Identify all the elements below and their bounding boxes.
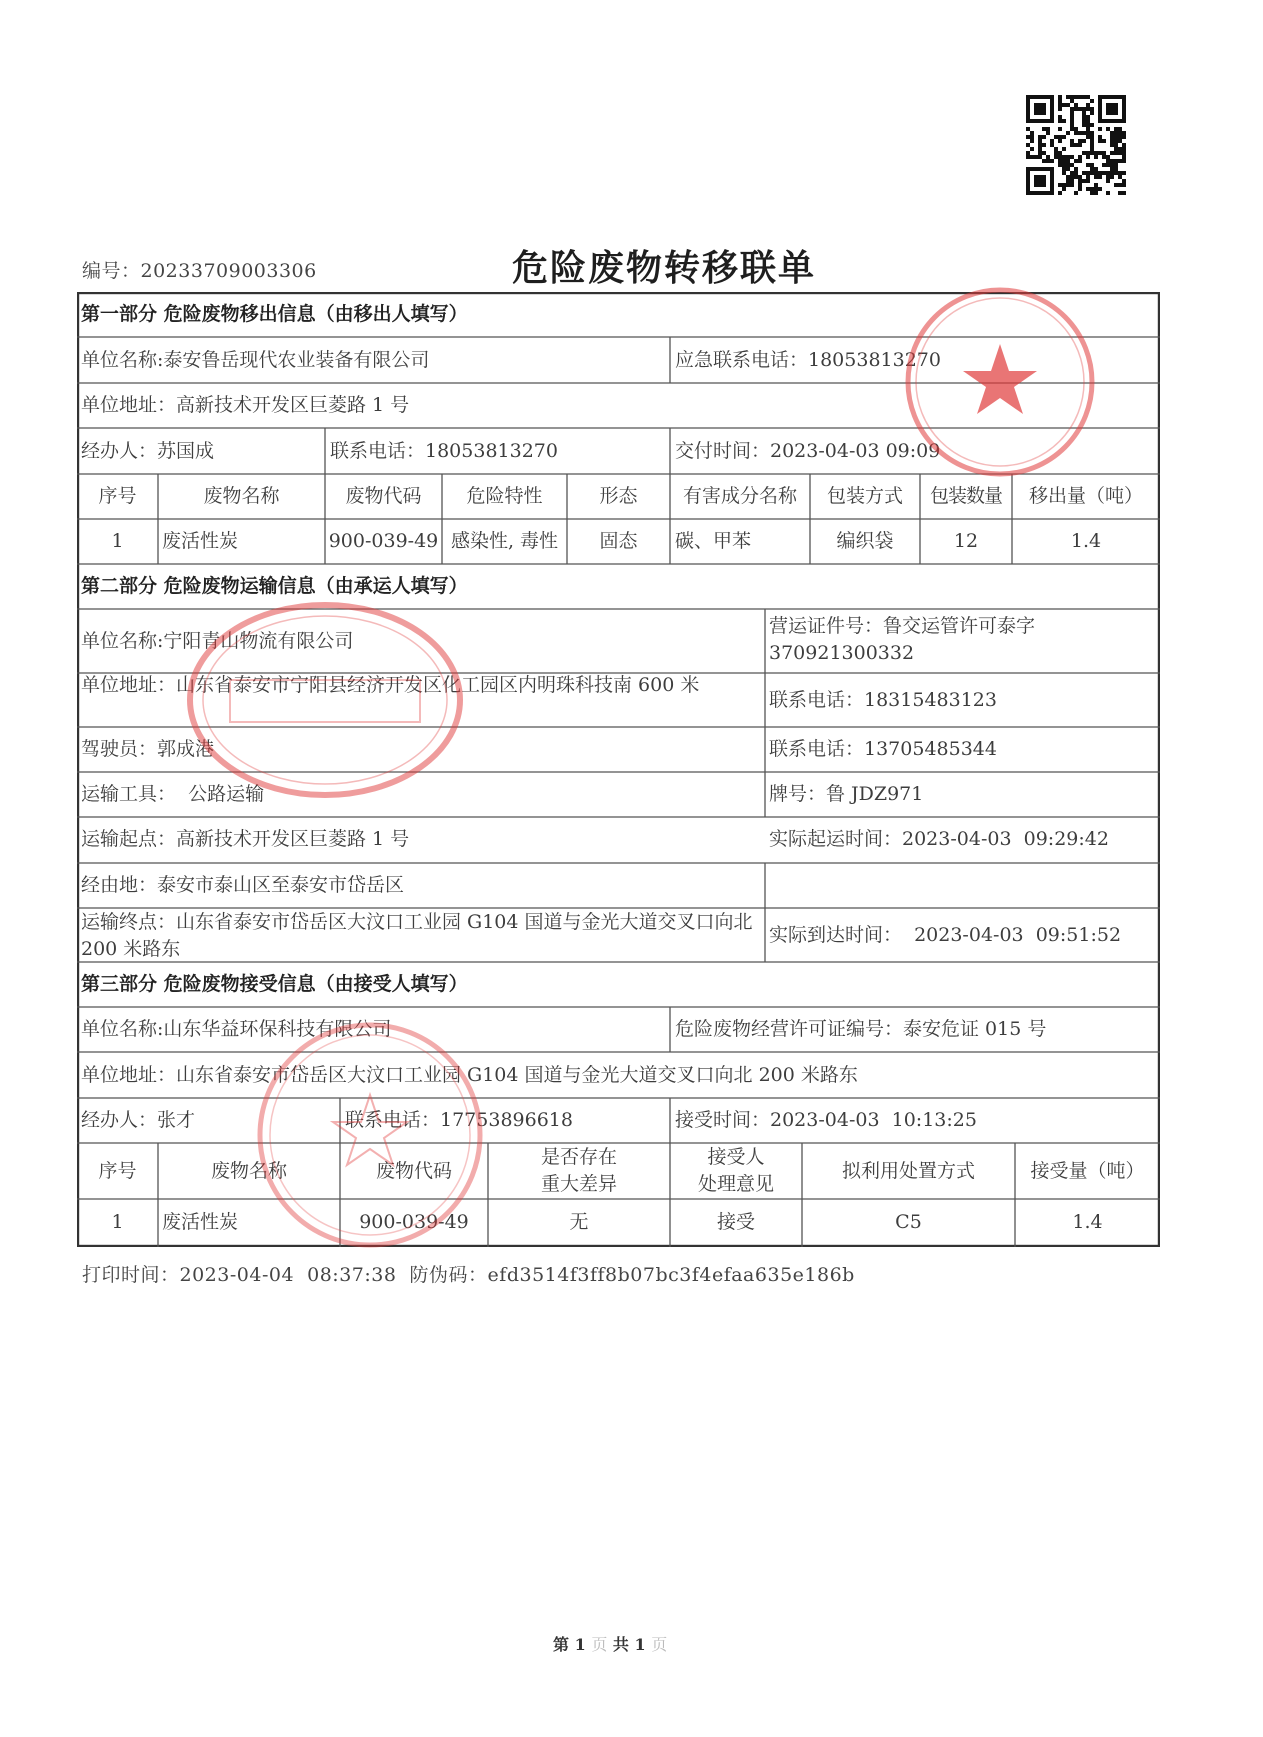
page-number — [553, 1632, 667, 1655]
waste-header-package-count: 包装数量 — [929, 485, 1002, 507]
page-total-word: 共 — [612, 1635, 629, 1654]
carrier-route: 经由地：泰安市泰山区至泰安市岱岳区 — [81, 874, 405, 896]
waste-header-form: 形态 — [599, 485, 638, 507]
shipper-unit-name: 单位名称:泰安鲁岳现代农业装备有限公司 — [81, 349, 430, 371]
shipper-handler: 经办人：苏国成 — [81, 440, 215, 462]
waste-header-hazard: 危险特性 — [466, 485, 543, 507]
receive-row-seq: 1 — [111, 1211, 124, 1233]
form-grid — [77, 292, 1160, 1247]
page-word: 页 — [591, 1635, 608, 1654]
shipper-handover-time: 交付时间：2023-04-03 09:09 — [675, 440, 941, 462]
receive-header-opinion: 接受人 处理意见 — [697, 1146, 774, 1195]
receive-header-disposal: 拟利用处置方式 — [841, 1160, 975, 1182]
waste-header-amount: 移出量（吨） — [1028, 485, 1143, 507]
waste-row-components: 碳、甲苯 — [675, 530, 752, 552]
receive-header-amount: 接受量（吨） — [1030, 1160, 1145, 1182]
carrier-arrive-time: 实际到达时间： 2023-04-03 09:51:52 — [769, 924, 1122, 946]
print-info-footer: 打印时间：2023-04-04 08:37:38 防伪码：efd3514f3ff8b07bc3f4efaa635e186b — [82, 1264, 855, 1286]
carrier-address: 单位地址：山东省泰安市宁阳县经济开发区化工园区内明珠科技南 600 米 — [81, 674, 700, 696]
receiver-license: 危险废物经营许可证编号：泰安危证 015 号 — [675, 1018, 1047, 1040]
receiver-address: 单位地址：山东省泰安市岱岳区大汶口工业园 G104 国道与金光大道交叉口向北 200 米路东 — [81, 1064, 858, 1086]
receive-row-amount: 1.4 — [1072, 1211, 1103, 1233]
waste-row-code: 900-039-49 — [328, 530, 439, 552]
shipper-emergency-phone: 应急联系电话：18053813270 — [675, 349, 941, 371]
section-part3: 第三部分 危险废物接受信息（由接受人填写） — [81, 973, 468, 995]
receiver-unit-name: 单位名称:山东华益环保科技有限公司 — [81, 1018, 392, 1040]
page-word-2: 页 — [651, 1635, 668, 1654]
receive-row-opinion: 接受 — [716, 1211, 755, 1233]
shipper-address: 单位地址：高新技术开发区巨菱路 1 号 — [81, 394, 410, 416]
receive-header-seq: 序号 — [98, 1160, 137, 1182]
receive-header-name: 废物名称 — [210, 1160, 287, 1182]
page-current: 1 — [574, 1635, 586, 1654]
page-total: 1 — [634, 1635, 646, 1654]
waste-row-hazard: 感染性, 毒性 — [450, 530, 559, 552]
receive-row-disposal: C5 — [895, 1211, 922, 1233]
carrier-driver: 驾驶员：郭成港 — [81, 738, 215, 760]
waste-row-seq: 1 — [111, 530, 124, 552]
carrier-phone: 联系电话：18315483123 — [769, 689, 997, 711]
receive-header-code: 废物代码 — [375, 1160, 452, 1182]
receive-row-discrepancy: 无 — [569, 1211, 589, 1233]
waste-header-code: 废物代码 — [345, 485, 422, 507]
waste-row-form: 固态 — [599, 530, 638, 552]
page-prefix: 第 — [553, 1635, 570, 1654]
document-number: 编号：20233709003306 — [82, 260, 317, 282]
carrier-driver-phone: 联系电话：13705485344 — [769, 738, 997, 760]
receive-row-code: 900-039-49 — [359, 1211, 469, 1233]
receiver-phone: 联系电话：17753896618 — [345, 1109, 573, 1131]
waste-header-components: 有害成分名称 — [682, 485, 797, 507]
carrier-destination: 运输终点：山东省泰安市岱岳区大汶口工业园 G104 国道与金光大道交叉口向北 200 米路东 — [81, 911, 753, 960]
waste-header-name: 废物名称 — [203, 485, 280, 507]
section-part2: 第二部分 危险废物运输信息（由承运人填写） — [81, 575, 468, 597]
waste-row-package-count: 12 — [953, 530, 979, 552]
carrier-unit-name: 单位名称:宁阳青山物流有限公司 — [81, 630, 354, 652]
waste-row-amount: 1.4 — [1070, 530, 1102, 552]
page-title: 危险废物转移联单 — [512, 248, 817, 289]
waste-header-seq: 序号 — [98, 485, 137, 507]
receive-row-name: 废活性炭 — [162, 1211, 239, 1233]
waste-row-packaging: 编织袋 — [836, 530, 894, 552]
receiver-handler: 经办人：张才 — [81, 1109, 196, 1131]
waste-row-name: 废活性炭 — [162, 530, 239, 552]
carrier-vehicle: 运输工具： 公路运输 — [81, 783, 265, 805]
receive-header-discrepancy: 是否存在 重大差异 — [540, 1146, 617, 1195]
carrier-license: 营运证件号：鲁交运管许可泰字370921300332 — [769, 615, 1036, 664]
qr-code-icon — [1026, 95, 1126, 195]
transfer-form — [77, 292, 1160, 1247]
section-part1: 第一部分 危险废物移出信息（由移出人填写） — [81, 303, 468, 325]
shipper-phone: 联系电话：18053813270 — [330, 440, 558, 462]
carrier-depart-time: 实际起运时间：2023-04-03 09:29:42 — [769, 828, 1109, 850]
carrier-plate: 牌号：鲁 JDZ971 — [769, 783, 924, 805]
waste-header-packaging: 包装方式 — [826, 485, 903, 507]
carrier-origin: 运输起点：高新技术开发区巨菱路 1 号 — [81, 828, 410, 850]
receiver-receive-time: 接受时间：2023-04-03 10:13:25 — [675, 1109, 977, 1131]
